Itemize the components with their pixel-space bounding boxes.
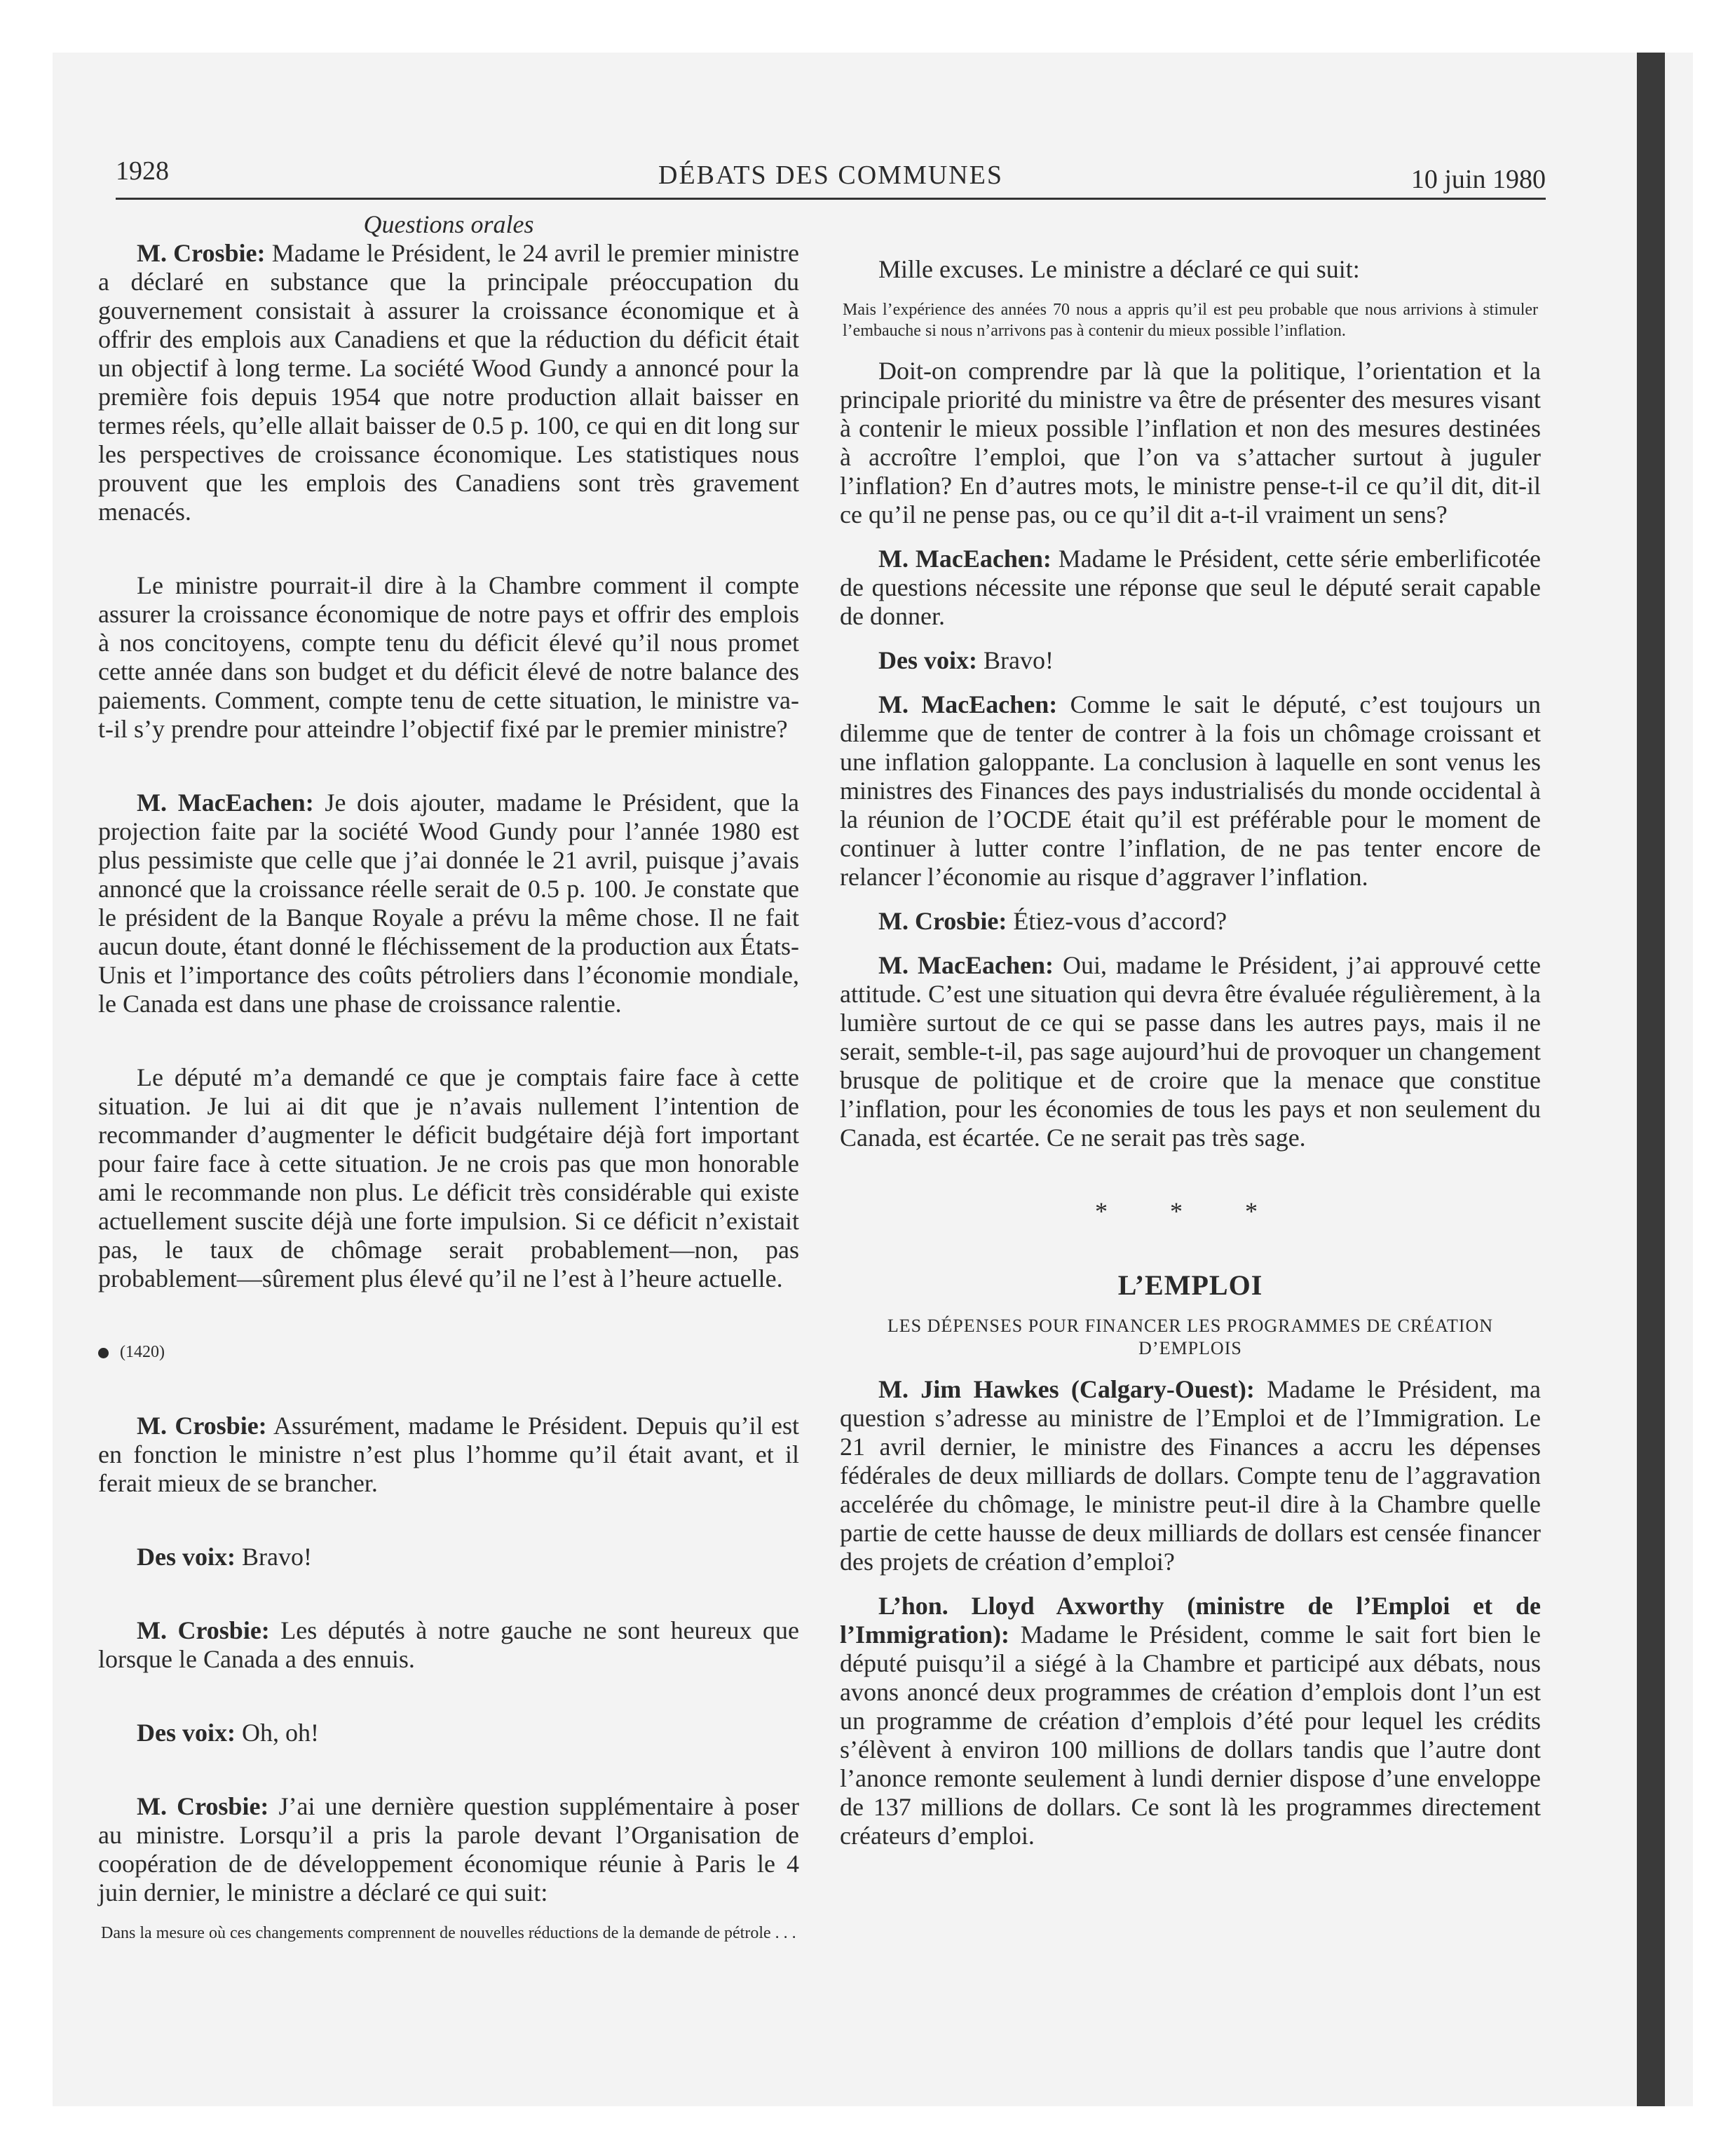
speaker-name: Des voix:: [137, 1719, 236, 1747]
page-number: 1928: [116, 156, 169, 186]
paragraph: [840, 646, 1541, 675]
paragraph-text: Madame le Président, ma question s’adresse au ministre de l’Emploi et de l’Immigration. Le 21 avril dernier, le ministre des Finances a accru les dépenses fédérales de deux milliards de dollars. Compte tenu de l’aggravation accelérée du chômage, le ministre peut-il dire à la Chambre quelle partie de cette hausse de deux milliards de dollars est censée financer des projets de création d’emploi?: [840, 1375, 1541, 1576]
paragraph-text: Bravo!: [977, 646, 1054, 674]
paragraph: [840, 1592, 1541, 1850]
paragraph-text: Oh, oh!: [235, 1719, 319, 1747]
paragraph-text: Le ministre pourrait-il dire à la Chambre comment il compte assurer la croissance économique de notre pays et offrir des emplois à nos concitoyens, compte tenu du déficit élevé qu’il nous promet cette année dans son budget et du déficit élevé de notre balance des paiements. Comment, compte tenu de cette situation, le ministre va-t-il s’y prendre pour atteindre l’objectif fixé par le premier ministre?: [98, 571, 799, 743]
speaker-name: M. Crosbie:: [878, 907, 1007, 935]
paragraph-text: Bravo!: [235, 1543, 312, 1571]
paragraph: [840, 951, 1541, 1152]
quotation: Dans la mesure où ces changements comprennent de nouvelles réductions de la demande de pétrole . . .: [101, 1924, 796, 1942]
paragraph-text: Le député m’a demandé ce que je comptais faire face à cette situation. Je lui ai dit que je n’avais nullement l’intention de recommander d’augmenter le déficit budgétaire déjà fort important pour faire face à cette situation. Je ne crois pas que mon honorable ami le recommande non plus. Le déficit très considérable qui existe actuellement suscite déjà une forte impulsion. Si ce déficit n’existait pas, le taux de chômage serait probablement—non, pas probablement—sûrement plus élevé qu’il ne l’est à l’heure actuelle.: [98, 1063, 799, 1292]
paragraph: [840, 255, 1541, 284]
speaker-name: M. Crosbie:: [137, 239, 266, 267]
paragraph: [840, 907, 1541, 936]
section-title: L’EMPLOI: [1117, 1269, 1263, 1301]
paragraph-text: Doit-on comprendre par là que la politique, l’orientation et la principale priorité du ministre va être de présenter des mesures visant à contenir le mieux possible l’inflation et non des mesures destinées à accroître l’emploi, que l’on va s’attacher surtout à juguler l’inflation? En d’autres mots, le ministre pense-t-il ce qu’il dit, dit-il ce qu’il ne pense pas, ou ce qu’il dit a-t-il vraiment un sens?: [840, 357, 1541, 528]
paragraph: [840, 545, 1541, 631]
publication-title: DÉBATS DES COMMUNES: [658, 161, 1003, 190]
speaker-name: M. Crosbie:: [137, 1792, 269, 1820]
paragraph: [98, 1543, 799, 1571]
section-label: Questions orales: [363, 210, 534, 238]
speaker-name: M. MacEachen:: [878, 690, 1058, 718]
section-separator: * * *: [1095, 1197, 1286, 1225]
speaker-name: L’hon. Lloyd Axworthy (ministre de l’Emploi et de l’Immigration):: [840, 1592, 1541, 1649]
speaker-name: M. Crosbie:: [137, 1412, 267, 1440]
bullet-icon: [98, 1348, 109, 1358]
paragraph-text: Étiez-vous d’accord?: [1007, 907, 1227, 935]
paragraph: [840, 1375, 1541, 1576]
paragraph: [840, 690, 1541, 892]
paragraph-text: Les députés à notre gauche ne sont heureux que lorsque le Canada a des ennuis.: [98, 1616, 800, 1673]
section-subtitle: LES DÉPENSES POUR FINANCER LES PROGRAMMES DE CRÉATION D’EMPLOIS: [887, 1316, 1494, 1358]
scan-edge-bar: [1637, 53, 1665, 2106]
speaker-name: M. Crosbie:: [137, 1616, 270, 1644]
time-marker-text: (1420): [120, 1343, 165, 1361]
paragraph: [840, 357, 1541, 529]
paragraph: [98, 1616, 799, 1674]
paragraph: [98, 239, 799, 526]
paragraph-text: Mille excuses. Le ministre a déclaré ce qui suit:: [878, 255, 1360, 283]
speaker-name: Des voix:: [137, 1543, 236, 1571]
paragraph-text: Oui, madame le Président, j’ai approuvé cette attitude. C’est une situation qui devra être évaluée régulièrement, à la lumière surtout de ce qui se passe dans les autres pays, mais il ne serait, semble-t-il, pas sage aujourd’hui de provoquer un changement brusque de politique et de croire que la menace que constitue l’inflation, pour les économies de tous les pays et non seulement du Canada, est écartée. Ce ne serait pas très sage.: [840, 951, 1541, 1152]
speaker-name: M. MacEachen:: [137, 789, 314, 817]
paragraph: [98, 789, 799, 1018]
speaker-name: Des voix:: [878, 646, 977, 674]
speaker-name: M. MacEachen:: [878, 951, 1054, 979]
paragraph-text: Je dois ajouter, madame le Président, que la projection faite par la société Wood Gundy pour l’année 1980 est plus pessimiste que celle que j’ai donnée le 21 avril, puisque j’avais annoncé que la croissance réelle serait de 0.5 p. 100. Je constate que le président de la Banque Royale a prévu la même chose. Il ne fait aucun doute, étant donné le fléchissement de la production aux États-Unis et l’importance des coûts pétroliers dans l’économie mondiale, le Canada est dans une phase de croissance ralentie.: [98, 789, 799, 1018]
paragraph: [98, 1412, 799, 1498]
speaker-name: M. MacEachen:: [878, 545, 1052, 573]
page-header: [116, 156, 1546, 200]
paragraph-text: Assurément, madame le Président. Depuis qu’il est en fonction le ministre n’est plus l’homme qu’il était avant, et il ferait mieux de se brancher.: [98, 1412, 799, 1497]
paragraph-text: Madame le Président, le 24 avril le premier ministre a déclaré en substance que la principale préoccupation du gouvernement consistait à assurer la croissance économique et à offrir des emplois aux Canadiens et que la réduction du déficit était un objectif à long terme. La société Wood Gundy a annoncé pour la première fois depuis 1954 que notre production allait baisser en termes réels, qu’elle allait baisser de 0.5 p. 100, ce qui en dit long sur les perspectives de croissance économique. Les statistiques nous prouvent que les emplois des Canadiens sont très gravement menacés.: [98, 239, 799, 526]
paragraph-text: J’ai une dernière question supplémentaire à poser au ministre. Lorsqu’il a pris la parole devant l’Organisation de coopération de de développement économique réunie à Paris le 4 juin dernier, le ministre a déclaré ce qui suit:: [98, 1792, 799, 1906]
paragraph: [98, 571, 799, 744]
paragraph: [98, 1063, 799, 1293]
page-date: 10 juin 1980: [1410, 165, 1546, 194]
paragraph-text: Comme le sait le député, c’est toujours un dilemme que de tenter de contrer à la fois un chômage croissant et une inflation galoppante. La conclusion à laquelle en sont venus les ministres des Finances des pays industrialisés du monde occidental à la réunion de l’OCDE était qu’il est préférable pour le moment de continuer à lutter contre l’inflation, de ne pas tenter encore de relancer l’économie au risque d’aggraver l’inflation.: [840, 690, 1541, 891]
paragraph-text: Madame le Président, comme le sait fort bien le député puisqu’il a siégé à la Chambre et participé aux débats, nous avons anoncé deux programmes de création d’emplois dont l’un est un programme de création d’emplois d’été pour lequel les crédits s’élèvent à environ 100 millions de dollars tandis que l’autre dont l’anonce remonte seulement à lundi dernier dispose d’une enveloppe de 137 millions de dollars. Ce sont là les programmes directement créateurs d’emploi.: [840, 1621, 1541, 1850]
paragraph: [98, 1792, 799, 1907]
time-marker: [98, 1338, 799, 1367]
right-column: [840, 210, 1541, 1850]
left-column: [98, 210, 799, 1944]
paragraph-text: Madame le Président, cette série emberlificotée de questions nécessite une réponse que seul le député serait capable de donner.: [840, 545, 1542, 630]
speaker-name: M. Jim Hawkes (Calgary-Ouest):: [878, 1375, 1255, 1403]
paragraph: [98, 1719, 799, 1747]
quotation: Mais l’expérience des années 70 nous a appris qu’il est peu probable que nous arrivions à stimuler l’embauche si nous n’arrivons pas à contenir du mieux possible l’inflation.: [843, 301, 1538, 340]
